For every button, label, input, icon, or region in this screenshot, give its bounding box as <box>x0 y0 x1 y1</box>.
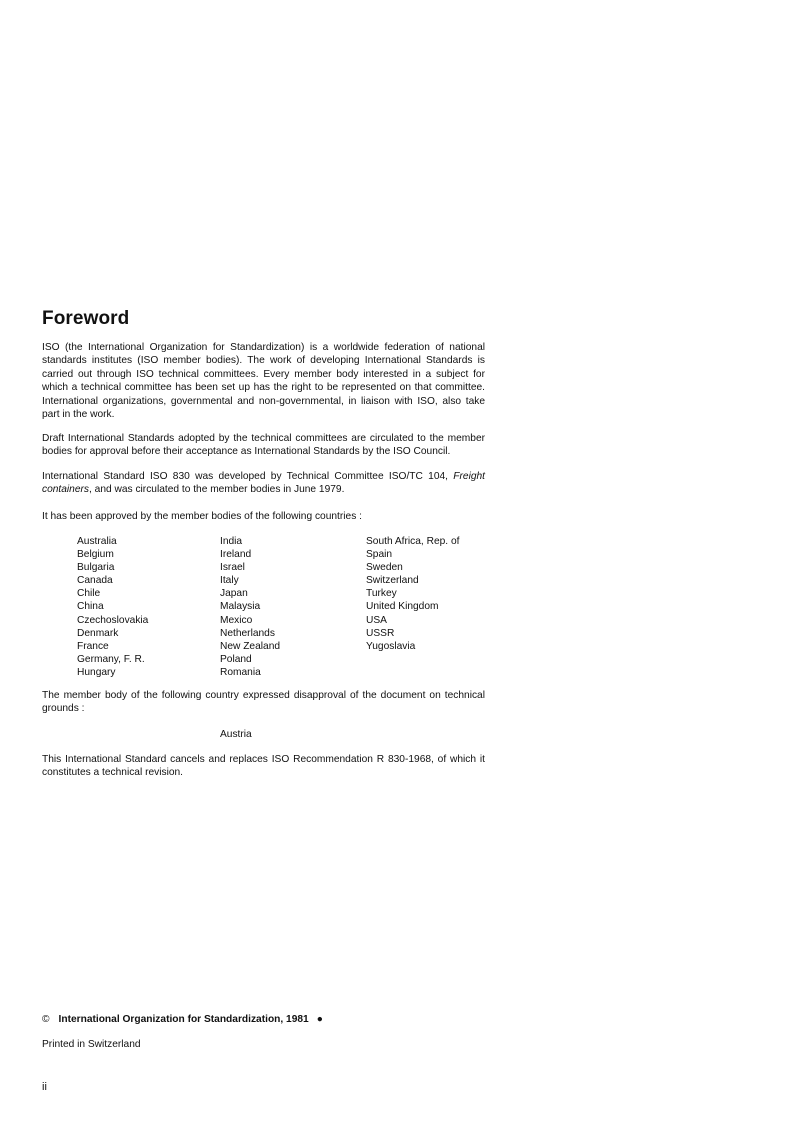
country-item: Australia <box>77 536 117 547</box>
approval-paragraph: It has been approved by the member bodies of the following countries : <box>42 511 362 522</box>
country-item: Canada <box>77 575 113 587</box>
country-item: Czechoslovakia <box>77 614 149 626</box>
country-item: USA <box>366 614 387 626</box>
copyright-text: International Organization for Standardization, 1981 <box>58 1014 309 1025</box>
country-item: Mexico <box>220 614 253 626</box>
country-column-1 <box>77 535 148 679</box>
intro-paragraph: ISO (the International Organization for Standardization) is a worldwide federation of national standards institutes (ISO member bodies). The work of developing International Standards is carried out through ISO technical committees. Every member body interested in a subject for which a technical committee has been set up has the right to be represented on that committee. International organizations, governmental and non-governmental, in liaison with ISO, also take part in the work. <box>42 342 485 421</box>
page-title: Foreword <box>42 308 130 329</box>
country-item: Turkey <box>366 588 397 600</box>
country-item: Sweden <box>366 562 403 574</box>
country-item: Ireland <box>220 549 252 561</box>
development-text-end: , and was circulated to the member bodies in June 1979. <box>89 484 345 496</box>
disapproving-country: Austria <box>220 729 252 740</box>
country-item: Israel <box>220 562 245 574</box>
country-item: Belgium <box>77 549 114 561</box>
page-number: ii <box>42 1081 47 1093</box>
country-item: Spain <box>366 549 393 561</box>
country-item: Malaysia <box>220 601 261 613</box>
country-item: Italy <box>220 575 239 587</box>
country-item: United Kingdom <box>366 601 439 613</box>
bullet-icon: ● <box>316 1014 323 1025</box>
development-paragraph <box>42 470 485 497</box>
country-column-3 <box>366 535 459 653</box>
country-item: Yugoslavia <box>366 640 416 652</box>
country-item: Bulgaria <box>77 562 115 574</box>
country-item: France <box>77 640 109 652</box>
copyright-icon: © <box>42 1014 50 1025</box>
country-item: India <box>220 536 243 547</box>
development-text-start: International Standard ISO 830 was developed by Technical Committee ISO/TC 104, <box>42 471 454 482</box>
country-item: Switzerland <box>366 575 419 587</box>
copyright-line <box>42 1014 323 1025</box>
country-item: Denmark <box>77 627 119 639</box>
country-item: Japan <box>220 588 248 600</box>
country-item: Poland <box>220 653 252 665</box>
country-item: Germany, F. R. <box>77 653 145 665</box>
cancellation-paragraph: This International Standard cancels and replaces ISO Recommendation R 830-1968, of which it constitutes a technical revision. <box>42 754 485 779</box>
country-item: Romania <box>220 666 261 678</box>
country-item: USSR <box>366 627 395 639</box>
draft-paragraph: Draft International Standards adopted by the technical committees are circulated to the member bodies for approval before their acceptance as International Standards by the ISO Council. <box>42 433 485 458</box>
disapproval-paragraph: The member body of the following country expressed disapproval of the document on technical grounds : <box>42 690 485 715</box>
country-item: Hungary <box>77 666 116 678</box>
committee-title: Freight containers <box>42 471 485 496</box>
country-item: Netherlands <box>220 627 275 639</box>
country-column-2 <box>220 535 280 679</box>
country-item: South Africa, Rep. of <box>366 536 460 547</box>
printed-in: Printed in Switzerland <box>42 1039 141 1050</box>
country-item: Chile <box>77 588 101 600</box>
country-item: China <box>77 601 104 613</box>
country-item: New Zealand <box>220 640 281 652</box>
